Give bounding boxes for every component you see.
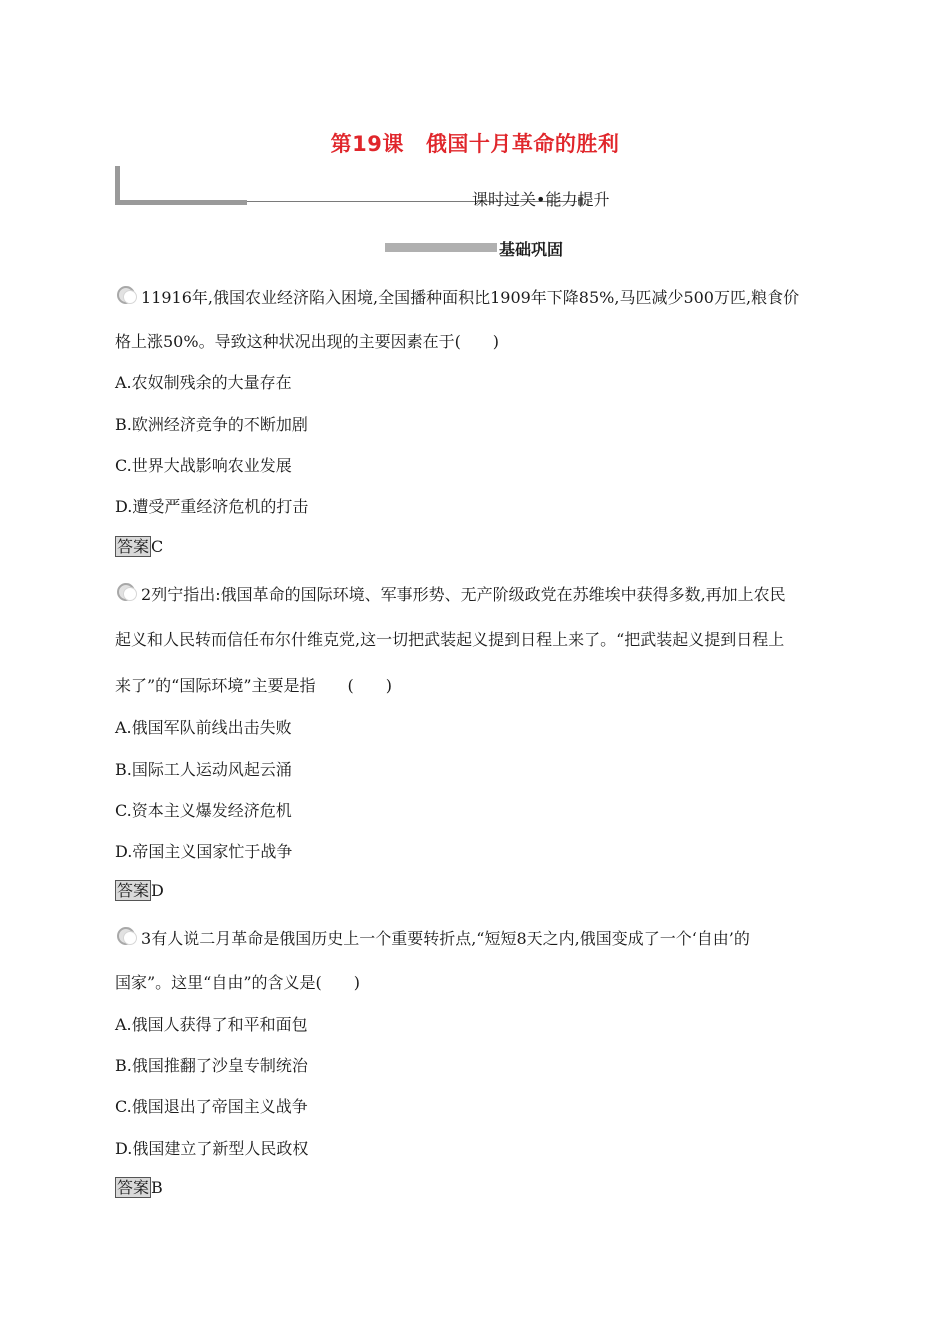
question-number: 1: [141, 288, 152, 307]
answer-tag: 答案: [117, 881, 150, 900]
question-1-line-1: [115, 285, 799, 308]
answer-value: C: [151, 537, 164, 556]
question-3-line-1: [115, 926, 750, 949]
question-2-option-d: D.帝国主义国家忙于战争: [115, 842, 293, 861]
question-marker-icon: [115, 582, 141, 604]
question-text: 列宁指出:俄国革命的国际环境、军事形势、无产阶级政党在苏维埃中获得多数,再加上农民: [151, 585, 786, 604]
question-3-answer: [115, 1177, 163, 1198]
answer-value: D: [151, 881, 164, 900]
lesson-number: 第19课: [330, 132, 404, 156]
question-1-option-c: C.世界大战影响农业发展: [115, 456, 292, 475]
question-2-line-1: [115, 582, 786, 605]
question-marker-icon: [115, 285, 141, 307]
question-2-option-a: A.俄国军队前线出击失败: [115, 718, 292, 737]
corner-bracket-vertical: [115, 166, 120, 204]
question-3-option-b: B.俄国推翻了沙皇专制统治: [115, 1056, 308, 1075]
page-title: [0, 128, 950, 158]
question-2-option-b: B.国际工人运动风起云涌: [115, 760, 292, 779]
corner-bracket-horizontal: [115, 200, 247, 205]
answer-tag: 答案: [117, 537, 150, 556]
answer-value: B: [151, 1178, 163, 1197]
question-1-option-b: B.欧洲经济竞争的不断加剧: [115, 415, 308, 434]
question-2-line-2: 起义和人民转而信任布尔什维克党,这一切把武装起义提到日程上来了。“把武装起义提到日程上: [115, 630, 785, 649]
question-3-line-2: 国家”。这里“自由”的含义是( ): [115, 973, 361, 992]
question-text: 1916年,俄国农业经济陷入困境,全国播种面积比1909年下降85%,马匹减少500万匹,粮食价: [151, 288, 800, 307]
answer-tag: 答案: [117, 1178, 150, 1197]
question-3-option-d: D.俄国建立了新型人民政权: [115, 1139, 309, 1158]
question-1-line-2: 格上涨50%。导致这种状况出现的主要因素在于( ): [115, 332, 500, 351]
question-1-answer: [115, 536, 163, 557]
subsection-bar: [385, 243, 497, 252]
section-label: 课时过关•能力提升: [472, 190, 610, 209]
question-1-option-d: D.遭受严重经济危机的打击: [115, 497, 309, 516]
lesson-name: 俄国十月革命的胜利: [425, 132, 620, 156]
question-2-option-c: C.资本主义爆发经济危机: [115, 801, 292, 820]
subsection-label: 基础巩固: [499, 240, 564, 259]
question-1-option-a: A.农奴制残余的大量存在: [115, 373, 292, 392]
question-2-line-3: 来了”的“国际环境”主要是指 ( ): [115, 676, 393, 695]
question-marker-icon: [115, 926, 141, 948]
question-number: 2: [141, 585, 152, 604]
question-2-answer: [115, 880, 164, 901]
question-text: 有人说二月革命是俄国历史上一个重要转折点,“短短8天之内,俄国变成了一个‘自由’的: [151, 929, 750, 948]
question-3-option-a: A.俄国人获得了和平和面包: [115, 1015, 308, 1034]
question-number: 3: [141, 929, 152, 948]
question-3-option-c: C.俄国退出了帝国主义战争: [115, 1097, 308, 1116]
